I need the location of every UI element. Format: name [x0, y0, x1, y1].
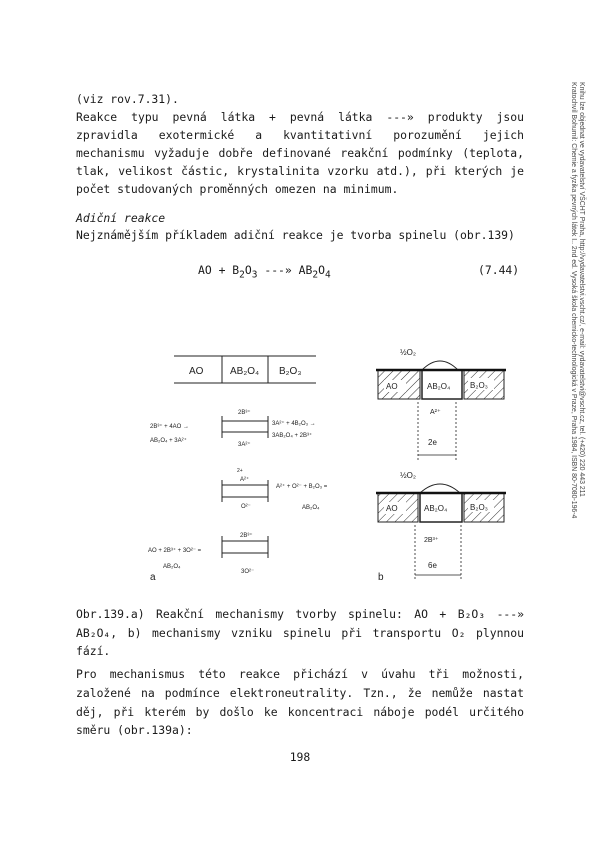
text-line: (viz rov.7.31).: [76, 92, 179, 106]
figure-caption: Obr.139.a) Reakční mechanismy tvorby spinelu: AO + B₂O₃ ---»: [76, 607, 524, 621]
side-note-line-2: Knihu lze objednat ve vydavatelství VŠCHT Praha, http://vydavatelstvi.vscht.cz/, e-mail: vydavatelstvi@vscht.cz, tel. (+420) 220 443 211: [578, 82, 585, 497]
svg-text:3A²⁺: 3A²⁺: [238, 442, 251, 448]
text-line: počet studovaných proměnných omezen na minimum.: [76, 182, 399, 196]
svg-text:3AB₂O₄ + 2B³⁺: 3AB₂O₄ + 2B³⁺: [272, 433, 313, 439]
svg-text:½O₂: ½O₂: [400, 471, 416, 480]
svg-text:AO: AO: [386, 382, 398, 391]
page-number: 198: [289, 750, 311, 764]
figure-label-ao: AO: [189, 366, 204, 377]
svg-text:AB₂O₄: AB₂O₄: [163, 564, 181, 570]
svg-text:3A²⁺ + 4B₂O₃ →: 3A²⁺ + 4B₂O₃ →: [272, 421, 316, 427]
svg-text:A²⁺: A²⁺: [240, 477, 250, 483]
text-line: zpravidla exotermické a kvantitativní porozumění jejich: [76, 128, 524, 142]
figure-label-b2o3: B₂O₃: [279, 366, 302, 377]
panel-b-label: b: [378, 572, 384, 583]
equation: AO + $B_2O_3$ ---» $AB_2O_4$: [198, 263, 331, 281]
svg-text:AO + 2B³⁺ + 3O²⁻ =: AO + 2B³⁺ + 3O²⁻ =: [148, 548, 202, 554]
text-line: směru (obr.139a):: [76, 723, 193, 737]
svg-text:2B³⁺ + 4AO →: 2B³⁺ + 4AO →: [150, 424, 190, 430]
figure-panel-b: [376, 348, 506, 583]
text-line: mechanismu vyžaduje dobře definované reakční podmínky (teplota,: [76, 146, 524, 160]
text-line: tlak, velikost částic, krystalinita vzorku atd.), při kterých je: [76, 164, 524, 178]
svg-text:AB₂O₄ + 3A²⁺: AB₂O₄ + 3A²⁺: [150, 438, 187, 444]
svg-text:AB₂O₄: AB₂O₄: [424, 504, 448, 513]
text-line: Pro mechanismus této reakce přichází v úvahu tři možnosti,: [76, 667, 524, 681]
text-line: Nejznámějším příkladem adiční reakce je tvorba spinelu (obr.139): [76, 228, 515, 242]
figure-label-ab2o4: AB₂O₄: [230, 366, 260, 377]
svg-text:2B³⁺: 2B³⁺: [424, 537, 439, 544]
svg-text:3O²⁻: 3O²⁻: [241, 569, 255, 575]
svg-text:A²⁺ + O²⁻ + B₂O₃ =: A²⁺ + O²⁻ + B₂O₃ =: [276, 484, 328, 490]
equation-number: (7.44): [478, 263, 520, 277]
svg-text:AB₂O₄: AB₂O₄: [427, 382, 451, 391]
svg-text:O²⁻: O²⁻: [241, 504, 251, 510]
text-line: Reakce typu pevná látka + pevná látka ---» produkty jsou: [76, 110, 524, 124]
svg-text:B₂O₃: B₂O₃: [470, 381, 488, 390]
svg-text:2B³⁺: 2B³⁺: [240, 533, 253, 539]
svg-text:B₂O₃: B₂O₃: [470, 503, 488, 512]
svg-text:AO: AO: [386, 504, 398, 513]
figure-caption: AB₂O₄, b) mechanismy vzniku spinelu při transportu O₂ plynnou: [76, 626, 524, 640]
svg-text:½O₂: ½O₂: [400, 348, 416, 357]
svg-text:2+: 2+: [237, 468, 243, 474]
figure-caption: fází.: [76, 644, 111, 658]
text-line: založené na podmínce elektroneutrality. Tzn., že nemůže nastat: [76, 686, 524, 700]
text-line: děj, při kterém by došlo ke koncentraci náboje podél určitého: [76, 705, 524, 719]
svg-text:2e: 2e: [428, 438, 437, 447]
svg-text:2B³⁺: 2B³⁺: [238, 410, 251, 416]
svg-text:A²⁺: A²⁺: [430, 409, 441, 416]
svg-text:AB₂O₄: AB₂O₄: [302, 505, 320, 511]
panel-a-label: a: [150, 572, 156, 583]
svg-text:6e: 6e: [428, 561, 437, 570]
section-heading: Adiční reakce: [76, 211, 166, 225]
side-note-line-1: Kratochvíl Bohumil: Chemie a fyzika pevných látek I.. 2nd ed. Vysoká škola chemicko-technologická v Praze, Praha 1984, ISBN 80-7080-196-4: [570, 82, 577, 519]
figure-panel-a: [148, 356, 328, 583]
